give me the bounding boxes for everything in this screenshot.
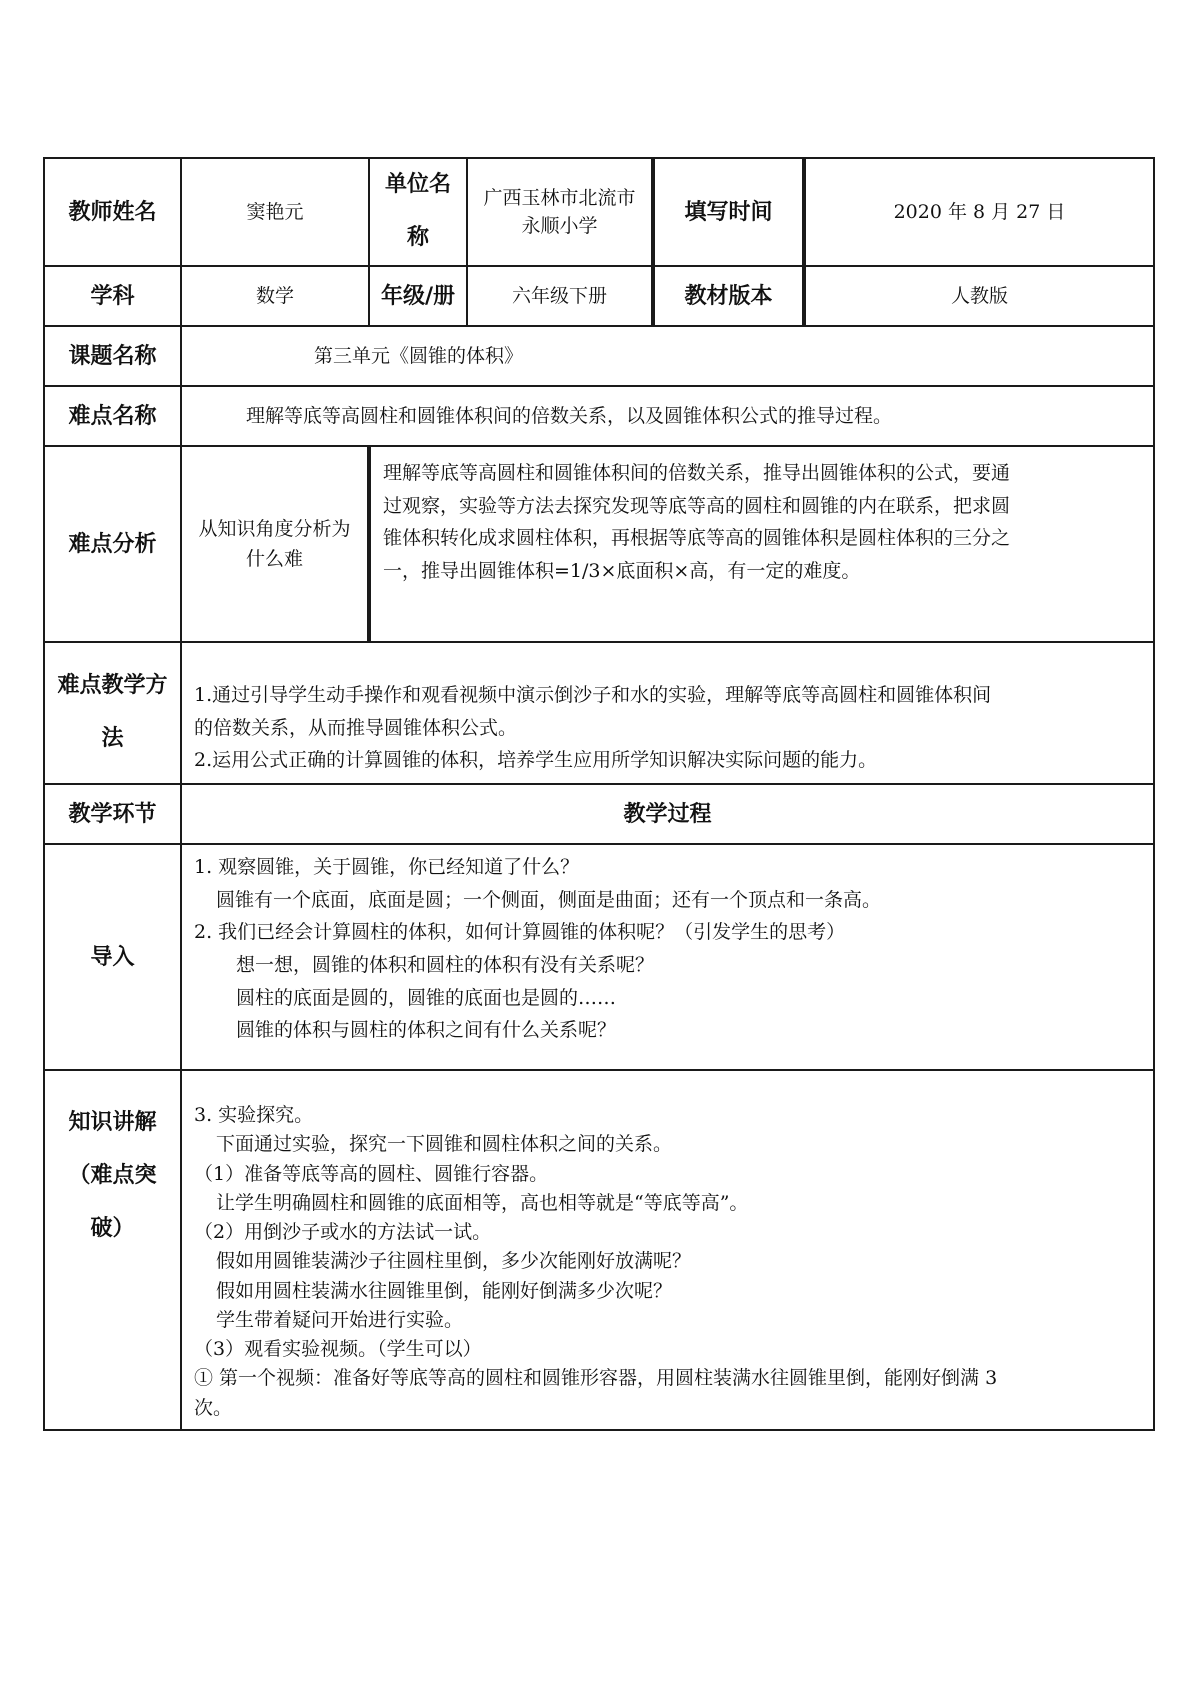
unit-label-line-2: 称 [406, 225, 429, 250]
edition-label: 教材版本 [653, 266, 804, 326]
method-label-line-1: 难点教学方 [57, 673, 168, 699]
method-label-line-2: 法 [101, 726, 124, 751]
knowledge-label-line-3: 破） [90, 1215, 135, 1241]
subject-label: 学科 [44, 266, 181, 326]
analysis-angle-cell [181, 446, 369, 642]
knowledge-label-line-1: 知识讲解 [68, 1110, 157, 1136]
method-text-cell [181, 642, 1154, 784]
fill-time-value: 2020 年 8 月 27 日 [804, 158, 1154, 266]
intro-line: 1. 观察圆锥，关于圆锥，你已经知道了什么？ [194, 856, 580, 879]
topic-value: 第三单元《圆锥的体积》 [314, 344, 524, 367]
knowledge-line: 学生带着疑问开始进行实验。 [216, 1308, 464, 1331]
knowledge-line: 3. 实验探究。 [194, 1104, 314, 1127]
knowledge-line: （2）用倒沙子或水的方法试一试。 [194, 1221, 492, 1244]
intro-text-cell [181, 844, 1154, 1070]
knowledge-line: 次。 [194, 1396, 233, 1419]
knowledge-label-line-2: （难点突 [68, 1162, 157, 1188]
method-row [44, 642, 1154, 784]
knowledge-line: 下面通过实验，探究一下圆锥和圆柱体积之间的关系。 [216, 1133, 673, 1156]
intro-line: 2. 我们已经会计算圆柱的体积，如何计算圆锥的体积呢？（引发学生的思考） [194, 921, 846, 944]
knowledge-text-cell [181, 1070, 1154, 1430]
topic-value-cell [181, 326, 1154, 386]
unit-name-value [467, 158, 653, 266]
teacher-name-label: 教师姓名 [44, 158, 181, 266]
info-row-2 [44, 266, 1154, 326]
fill-time-label: 填写时间 [653, 158, 804, 266]
analysis-angle-line-1: 从知识角度分析为 [198, 517, 351, 540]
method-line: 的倍数关系，从而推导圆锥体积公式。 [194, 716, 518, 739]
analysis-line: 过观察，实验等方法去探究发现等底等高的圆柱和圆锥的内在联系，把求圆 [383, 494, 1011, 517]
knowledge-line: ① 第一个视频：准备好等底等高的圆柱和圆锥形容器，用圆柱装满水往圆锥里倒，能刚好倒满 3 [194, 1367, 998, 1390]
edition-value: 人教版 [804, 266, 1154, 326]
process-label: 教学过程 [181, 784, 1154, 844]
difficulty-value-cell [181, 386, 1154, 446]
analysis-angle-line-2: 什么难 [245, 548, 303, 570]
grade-label: 年级/册 [369, 266, 467, 326]
intro-label: 导入 [44, 844, 181, 1070]
analysis-label: 难点分析 [44, 446, 181, 642]
knowledge-line: 假如用圆锥装满沙子往圆柱里倒，多少次能刚好放满呢？ [216, 1250, 692, 1273]
knowledge-line: （3）观看实验视频。（学生可以） [194, 1338, 482, 1361]
difficulty-value: 理解等底等高圆柱和圆锥体积间的倍数关系，以及圆锥体积公式的推导过程。 [246, 404, 893, 427]
unit-value-line-1: 广西玉林市北流市 [483, 186, 636, 209]
unit-value-line-2: 永顺小学 [521, 215, 598, 237]
method-line: 1.通过引导学生动手操作和观看视频中演示倒沙子和水的实验，理解等底等高圆柱和圆锥体积间 [194, 684, 992, 706]
stage-header-row [44, 784, 1154, 844]
analysis-line: 一，推导出圆锥体积=1/3×底面积×高，有一定的难度。 [383, 560, 861, 583]
topic-row [44, 326, 1154, 386]
difficulty-label: 难点名称 [44, 386, 181, 446]
subject-value: 数学 [181, 266, 369, 326]
topic-label: 课题名称 [44, 326, 181, 386]
unit-name-label [369, 158, 467, 266]
analysis-text-cell [369, 446, 1154, 642]
teacher-name-value: 窦艳元 [181, 158, 369, 266]
knowledge-line: 让学生明确圆柱和圆锥的底面相等，高也相等就是“等底等高”。 [216, 1191, 749, 1214]
stage-label: 教学环节 [44, 784, 181, 844]
knowledge-label [44, 1070, 181, 1430]
intro-line: 想一想，圆锥的体积和圆柱的体积有没有关系呢？ [236, 954, 655, 977]
method-line: 2.运用公式正确的计算圆锥的体积，培养学生应用所学知识解决实际问题的能力。 [194, 749, 878, 772]
unit-label-line-1: 单位名 [384, 172, 451, 198]
intro-row [44, 844, 1154, 1070]
knowledge-row [44, 1070, 1154, 1430]
difficulty-row [44, 386, 1154, 446]
intro-line: 圆锥的体积与圆柱的体积之间有什么关系呢？ [236, 1019, 617, 1042]
info-row-1 [44, 158, 1154, 266]
analysis-line: 理解等底等高圆柱和圆锥体积间的倍数关系，推导出圆锥体积的公式，要通 [383, 462, 1011, 484]
knowledge-line: 假如用圆柱装满水往圆锥里倒，能刚好倒满多少次呢？ [216, 1279, 673, 1302]
lesson-plan-table [43, 157, 1155, 1431]
analysis-row [44, 446, 1154, 642]
intro-line: 圆柱的底面是圆的，圆锥的底面也是圆的…… [236, 986, 617, 1009]
grade-value: 六年级下册 [467, 266, 653, 326]
knowledge-line: （1）准备等底等高的圆柱、圆锥行容器。 [194, 1162, 549, 1185]
method-label [44, 642, 181, 784]
analysis-line: 锥体积转化成求圆柱体积，再根据等底等高的圆锥体积是圆柱体积的三分之 [383, 527, 1011, 550]
intro-line: 圆锥有一个底面，底面是圆；一个侧面，侧面是曲面；还有一个顶点和一条高。 [216, 888, 882, 911]
